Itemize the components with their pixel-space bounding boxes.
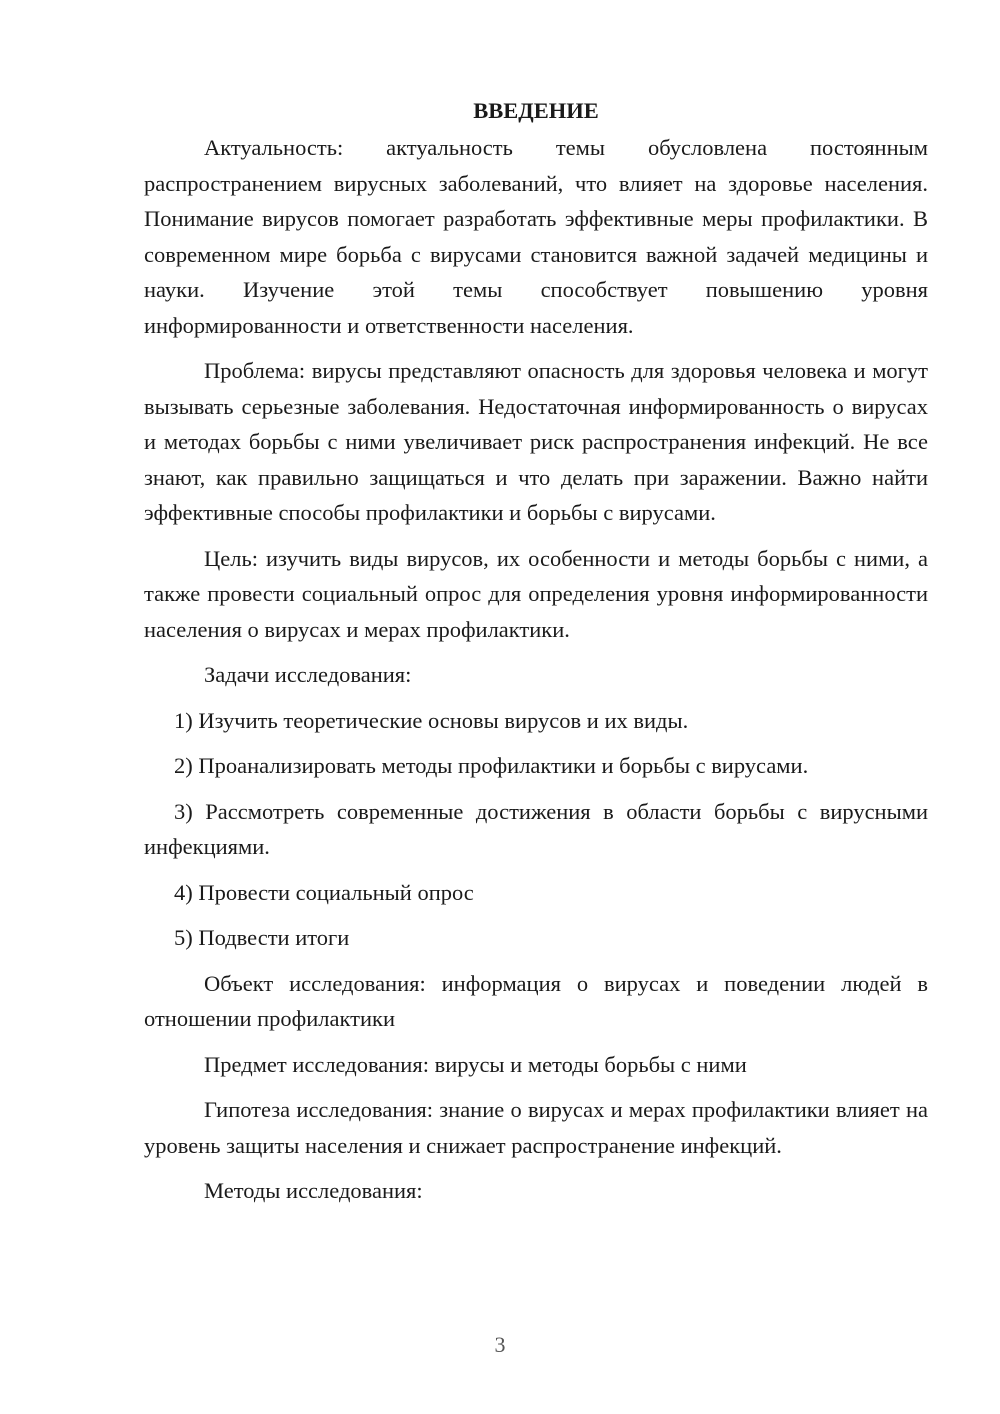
page-number: 3 — [494, 1332, 506, 1357]
task-item-1: 1) Изучить теоретические основы вирусов и их виды. — [174, 707, 689, 733]
task-item-4: 4) Провести социальный опрос — [174, 879, 474, 905]
object-paragraph: Объект исследования: информация о вирусах и поведении людей в отношении профилактики — [144, 970, 928, 1031]
relevance-paragraph: Актуальность: актуальность темы обусловлена постоянным распространением вирусных заболеваний, что влияет на здоровье населения. Понимание вирусов помогает разработать эффективные меры профилактики. В современном мире борьба с вирусами становится важной задачей медицины и науки. Изучение этой темы способствует повышению уровня информированности и ответственности населения. — [144, 135, 928, 338]
section-heading: ВВЕДЕНИЕ — [473, 98, 599, 123]
hypothesis-paragraph: Гипотеза исследования: знание о вирусах и мерах профилактики влияет на уровень защиты населения и снижает распространение инфекций. — [144, 1097, 928, 1158]
task-item-3: 3) Рассмотреть современные достижения в области борьбы с вирусными инфекциями. — [144, 798, 928, 859]
methods-title: Методы исследования: — [204, 1178, 423, 1203]
problem-paragraph: Проблема: вирусы представляют опасность для здоровья человека и могут вызывать серьезные заболевания. Недостаточная информированность о вирусах и методах борьбы с ними увеличивает риск распространения инфекций. Не все знают, как правильно защищаться и что делать при заражении. Важно найти эффективные способы профилактики и борьбы с вирусами. — [144, 358, 928, 525]
tasks-title: Задачи исследования: — [204, 662, 412, 687]
task-item-2: 2) Проанализировать методы профилактики и борьбы с вирусами. — [174, 753, 809, 778]
goal-paragraph: Цель: изучить виды вирусов, их особенности и методы борьбы с ними, а также провести социальный опрос для определения уровня информированности населения о вирусах и мерах профилактики. — [144, 545, 928, 642]
subject-paragraph: Предмет исследования: вирусы и методы борьбы с ними — [204, 1051, 747, 1077]
page-content — [144, 92, 928, 1219]
task-item-5: 5) Подвести итоги — [174, 925, 350, 950]
